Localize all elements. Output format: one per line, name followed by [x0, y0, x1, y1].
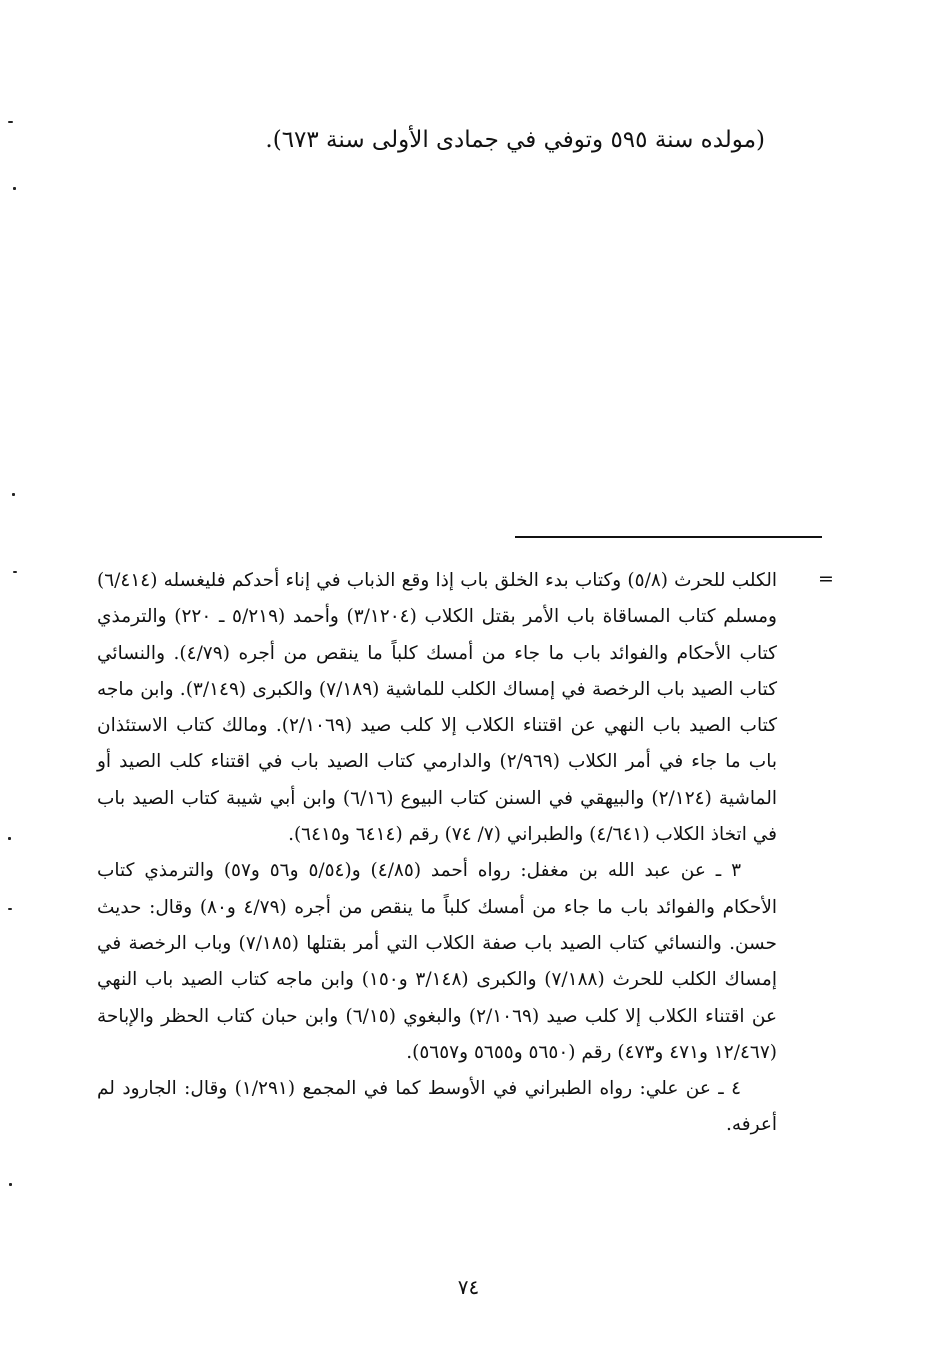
scan-speck — [8, 908, 12, 910]
scan-speck — [13, 187, 16, 190]
scan-speck — [13, 571, 17, 573]
footnote-paragraph-4: ٤ ـ عن علي: رواه الطبراني في الأوسط كما في المجمع (١/٢٩١) وقال: الجارود لم أعرفه. — [97, 1078, 777, 1136]
scan-speck — [9, 1183, 12, 1186]
scan-speck — [8, 121, 13, 123]
main-text-line: (مولده سنة ٥٩٥ وتوفي في جمادى الأولى سنة ٦٧٣). — [265, 127, 765, 153]
scan-speck — [12, 493, 15, 496]
footnote-continuation-marker: = — [818, 568, 834, 590]
footnote-separator-rule — [515, 536, 822, 538]
page-number: ٧٤ — [457, 1275, 480, 1299]
footnote-paragraph-continuation: الكلب للحرث (٥/٨) وكتاب بدء الخلق باب إذا وقع الذباب في إناء أحدكم فليغسله (٦/٤١٤) ومسلم كتاب المساقاة باب الأمر بقتل الكلاب (٣/١٢٠٤) وأحمد (٥/٢١٩ ـ ٢٢٠) والترمذي كتاب الأحكام والفوائد باب ما جاء من أمسك كلباً ما ينقص من أجره (٤/٧٩). والنسائي كتاب الصيد باب الرخصة في إمساك الكلب للماشية (٧/١٨٩) والكبرى (٣/١٤٩). وابن ماجه كتاب الصيد باب النهي عن اقتناء الكلاب إلا كلب صيد (٢/١٠٦٩). ومالك كتاب الاستئذان باب ما جاء في أمر الكلاب (٢/٩٦٩) والدارمي كتاب الصيد باب في اقتناء كلب الصيد أو الماشية (٢/١٢٤) والبيهقي في السنن كتاب البيوع (٦/١٦) وابن أبي شيبة كتاب الصيد باب في اتخاذ الكلاب (٤/٦٤١) والطبراني (٧/ ٧٤) رقم (٦٤١٤ و٦٤١٥). — [97, 570, 778, 846]
footnote-paragraph-3: ٣ ـ عن عبد الله بن مغفل: رواه أحمد (٤/٨٥) و(٥/٥٤ و٥٦ و٥٧) والترمذي كتاب الأحكام والفوائد باب ما جاء من أمسك كلباً ما ينقص من أجره (٤/٧٩ و٨٠) وقال: حديث حسن. والنسائي كتاب الصيد باب صفة الكلاب التي أمر بقتلها (٧/١٨٥) وباب الرخصة في إمساك الكلب للحرث (٧/١٨٨) والكبرى (٣/١٤٨ و١٥٠) وابن ماجه كتاب الصيد باب النهي عن اقتناء الكلاب إلا كلب صيد (٢/١٠٦٩) والبغوي (٦/١٥) وابن حبان كتاب الحظر والإباحة (١٢/٤٦٧ و٤٧١ و٤٧٣) رقم (٥٦٥٠ و٥٦٥٥ و٥٦٥٧). — [97, 860, 778, 1063]
footnotes-block — [97, 563, 777, 1144]
scan-speck — [8, 837, 11, 840]
